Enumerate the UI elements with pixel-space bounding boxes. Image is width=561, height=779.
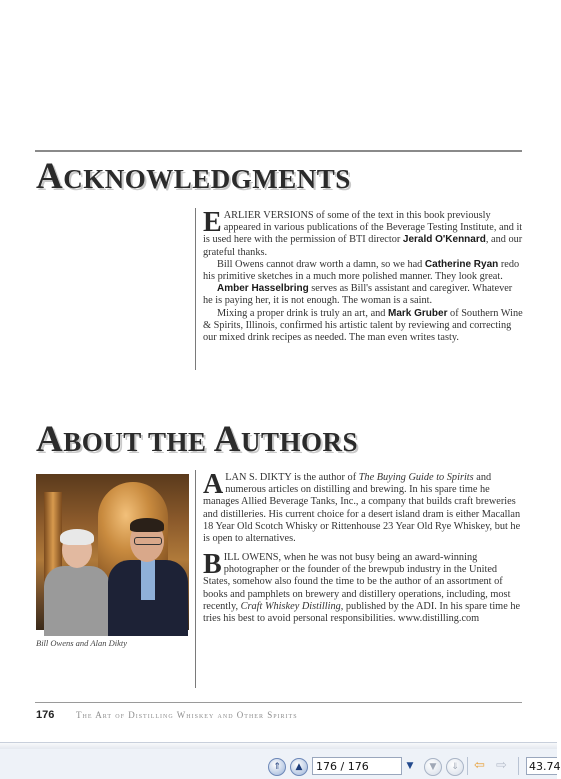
author-bio-dikty [203,469,523,545]
ack-p1-text: ARLIER VERSIONS of some of the text in this book previously appeared in various publications of the Beverage Testing Institute, and it is used here with the permission of BTI director [203,210,523,246]
forward-arrow-icon[interactable]: ⇨ [496,758,507,773]
ack-p3-text: serves as Bill's assistant and caregiver. Whatever he is paying her, it is not enough. The woman is a saint. [203,283,513,307]
toolbar-separator [518,757,519,775]
ack-paragraph-2 [203,259,523,283]
bio-text: , published by the ADI. In his spare time he tries his best to avoid personal responsibilities. www.distilling.com [203,600,521,625]
book-title: The Buying Guide to Spirits [358,472,474,483]
ack-p3-name: Amber Hasselbring [217,283,309,295]
ack-p1-name: Jerald O'Kennard [402,234,486,246]
book-title: Craft Whiskey Distilling [240,600,341,612]
drop-cap: A [203,469,224,500]
page-number-field[interactable]: 176 / 176 [312,757,402,775]
page-dropdown-icon[interactable]: ▼ [406,761,414,771]
person-body [44,566,110,636]
bio-paragraph [203,549,523,625]
prev-page-icon[interactable]: ▲ [290,758,308,776]
drop-cap: E [203,207,222,238]
page-number: 176 [36,709,55,721]
ack-p4-text: Mixing a proper drink is truly an art, and [217,307,389,319]
toolbar-top-strip [0,743,557,749]
authors-photo [36,474,189,630]
ack-p4-tail: of Southern Wine & Spirits, Illinois, confirmed his artistic talent by reviewing and correcting our mixed drink recipes as needed. The man even writes tasty. [203,307,523,344]
heading-rest: BOUT THE [63,427,214,457]
about-authors-heading [36,418,358,461]
ack-paragraph-4 [203,308,523,345]
heading-rest: CKNOWLEDGMENTS [63,164,351,194]
acknowledgments-heading [36,155,351,198]
bio-paragraph [203,469,523,545]
drop-cap: B [203,549,222,580]
glasses [134,537,162,545]
author-bio-owens [203,549,523,625]
first-page-icon[interactable]: ⇑ [268,758,286,776]
ack-p2-text: Bill Owens cannot draw worth a damn, so we had [217,258,425,270]
heading-initial: A [36,419,64,460]
bio-text: ILL OWENS, when he was not busy being an award-winning photographer or the founder of the brewpub industry in the United States, somehow also found the time to be the author of an assortment of books and pamphlets on brewery and distillery operations, including, most recently, [203,552,511,612]
last-page-icon[interactable]: ⇓ [446,758,464,776]
heading-initial: A [36,156,64,197]
ack-vertical-rule [195,208,196,370]
ack-paragraph-3 [203,283,523,307]
acknowledgments-text [203,207,523,344]
bio-text: and numerous articles on distilling and brewing. In his spare time he manages Allied Beverage Tanks, Inc., a company that builds craft breweries and distilleries. His current choice for a desert island dram is either Macallan 18 Year Old Scotch Whisky or Rittenhouse 23 Year Old Rye Whiskey, but he is open to alternatives. [203,472,521,545]
person-alan-dikty [108,520,188,632]
zoom-field[interactable]: 43.74 [526,757,557,775]
photo-caption: Bill Owens and Alan Dikty [36,638,127,648]
ack-p4-name: Mark Gruber [388,307,448,319]
pdf-toolbar [0,742,561,779]
authors-vertical-rule [195,470,196,688]
running-footer-title: The Art of Distilling Whiskey and Other Spirits [76,710,298,720]
back-arrow-icon[interactable]: ⇦ [474,758,485,773]
person-hair [130,518,164,532]
footer-rule [35,702,522,703]
toolbar-separator [467,757,468,775]
bio-text: LAN S. DIKTY is the author of [225,472,359,483]
ack-paragraph-1 [203,207,523,259]
heading-initial: A [213,419,242,460]
top-rule [35,150,522,152]
person-shirt [141,560,155,600]
next-page-icon[interactable]: ▼ [424,758,442,776]
ack-p2-name: Catherine Ryan [424,258,499,270]
ack-p1-tail: , and our grateful thanks. [203,234,523,258]
person-bill-owens [44,532,110,632]
person-hair [60,529,94,545]
ack-p2-tail: redo his primitive sketches in a much more polished manner. They look great. [203,258,520,283]
heading-rest: UTHORS [241,427,359,457]
